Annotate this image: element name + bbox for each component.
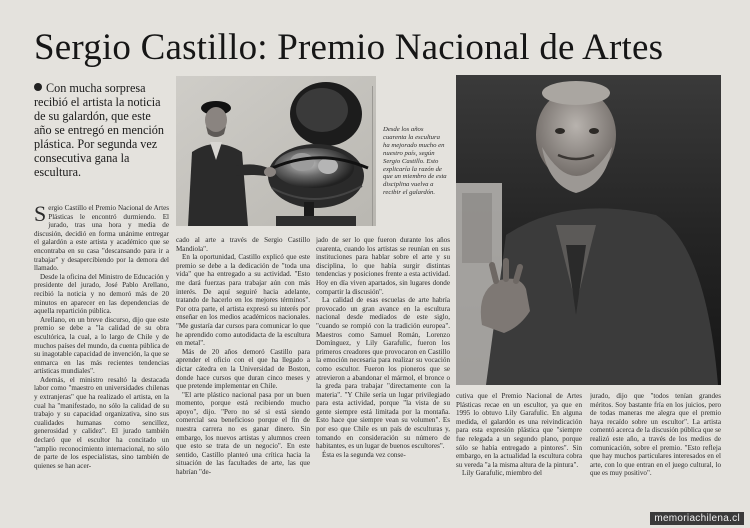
article-column-1 bbox=[34, 204, 169, 520]
column-4-paragraph: cutiva que el Premio Nacional de Artes Plásticas recae en un escultor, ya que en 1995 lo obtuvo Lily Garafulic. En alguna medida, el galardón es una reivindicación para esta expresión plástica que "siempre fue relegada a un segundo plano, porque sólo se había entregado a pintores". Sin embargo, en la actualidad la escultura cobra su vereda "a la misma altura de la pintura". bbox=[456, 392, 582, 469]
photo-sculptor-with-sculpture bbox=[176, 76, 376, 226]
column-3-paragraph: La calidad de esas escuelas de arte habría provocado un gran avance en la escultura nacional desde mediados de este siglo, "cuando se rompió con la tradición europea". Maestros como Samuel Román, Lorenzo Domínguez, y Lily Garafulic, fueron los primeros creadores que provocaron en Castillo la emoción necesaria para realizar su vocación como escultor. Fueron los pioneros que se atrevieron a abandonar el mármol, el bronce o la greda para trabajar "directamente con la materia". "Y Chile sería un lugar privilegiado para esta actividad, porque "la vista de su gente siempre está limitada por la montaña. Esto hace que siempre vean su volumen". Es por eso que Chile es un país de esculturas y, tomando en consideración su número de habitantes, es un lugar de buenos escultores". bbox=[316, 296, 450, 451]
column-1-paragraph: Además, el ministro resaltó la destacada labor como "maestro en universidades chilenas y extranjeras" que ha realizado el artista, en la cual ha "manifestado, no sólo la calidad de su trabajo y su capacidad organizativa, sino sus cualidades humanas como sencillez, generosidad y calidez". El jurado también declaró que el escultor ha concitado un "amplio reconocimiento internacional, no sólo de parte de los especialistas, sino también de quienes se han acer- bbox=[34, 375, 169, 470]
source-watermark[interactable]: memoriachilena.cl bbox=[650, 512, 744, 525]
article-column-3 bbox=[316, 236, 450, 520]
column-divider bbox=[372, 86, 373, 226]
column-1-paragraph: ergio Castillo el Premio Nacional de Artes Plásticas le encontró durmiendo. El jurado, tras una hora y media de discusión, decidió en forma unánime entregar el galardón a este artista y académico que se encontraba en su casa "descansando para ir a trabajar" y desapercibiendo por la demora del llamado. bbox=[34, 204, 169, 273]
sculpture-photo-graphic bbox=[176, 76, 376, 226]
column-1-paragraph: Desde la oficina del Ministro de Educación y presidente del jurado, José Pablo Arellano, recibió la noticia y no demoró más de 20 minutos en aparecer en las dependencias de aquella repartición pública. bbox=[34, 272, 169, 316]
article-headline: Sergio Castillo: Premio Nacional de Artes bbox=[34, 27, 664, 68]
column-2-paragraph: "El arte plástico nacional pasa por un buen momento, porque está recibiendo mucho apoyo", dijo. "Pero no sé si está siendo comercial sea beneficioso porque el fin de nuestra carrera no es ganar dinero. Sin embargo, los nuevos artistas y alumnos creen que esto se trata de un negocio". En este sentido, Castillo planteó una crítica hacia la situación de las facultades de arte, las que habrían "de- bbox=[176, 390, 310, 477]
article-lead-text: Con mucha sorpresa recibió el artista la noticia de su galardón, que este año se entregó en mención plástica. Por segunda vez consecutiva gana la escultura. bbox=[34, 81, 164, 179]
portrait-photo-graphic bbox=[456, 75, 721, 385]
column-4-paragraph: Lily Garafulic, miembro del bbox=[462, 469, 542, 478]
article-column-2 bbox=[176, 236, 310, 520]
column-2-paragraph: Más de 20 años demoró Castillo para aprender el oficio con el que ha llegado a dictar cátedra en la Universidad de Boston, donde hace cursos que duran cinco meses y que pretende implementar en Chile. bbox=[176, 347, 310, 391]
article-column-4 bbox=[456, 392, 582, 520]
bullet-icon bbox=[34, 83, 42, 91]
photo-caption: Desde los años cuarenta la escultura ha mejorado mucho en nuestro país, según Sergio Castillo. Esto explicaría la razón de que un miembro de esta disciplina vuelva a recibir el galardón. bbox=[383, 126, 447, 197]
column-3-paragraph: jado de ser lo que fueron durante los años cuarenta, cuando los artistas se reunían en sus instituciones para hablar sobre el arte y su disciplina, lo que había surgir distintas tendencias y posiciones frente a esta actividad. Hoy en día viven apartados, sin lugares donde compartir la discusión". bbox=[316, 236, 450, 296]
article-column-5 bbox=[590, 392, 721, 504]
column-2-paragraph: En la oportunidad, Castillo explicó que este premio se debe a la dedicación de "toda una vida" que ha entregado a su actividad. "Esto me dará fuerzas para trabajar aún con más interés. De aquí seguiré hacia adelante, tratando de hacerlo en los mejores términos". Por otra parte, el artista expresó su interés por enseñar en los medios académicos nacionales. "Me gustaría dar cursos para comunicar lo que he aprendido como autodidacta de la escultura en metal". bbox=[176, 253, 310, 348]
column-5-paragraph: jurado, dijo que "todos tenían grandes méritos. Soy bastante fría en los juicios, pero de todas maneras me alegra que el premio haya recaído sobre un escultor". La artista comentó acerca de la discusión pública que se realizó este año, a través de los medios de comunicación, sobre el premio. "Esto refleja que hay muchos particulares interesados en el arte, con lo que entran en el juego cultural, lo que es muy positivo". bbox=[590, 392, 721, 478]
article-lead bbox=[34, 81, 169, 179]
drop-cap: S bbox=[34, 204, 47, 226]
column-2-paragraph: cado al arte a través de Sergio Castillo Mandiola". bbox=[176, 236, 310, 253]
photo-portrait-castillo bbox=[456, 75, 721, 385]
column-1-paragraph: Arellano, en un breve discurso, dijo que este premio se debe a "la calidad de su obra escultórica, la cual, a lo largo de Chile y de muchos países del mundo, da cuenta pública de su inagotable capacidad de invención, la que se enmarca en las más recientes tendencias artísticas mundiales". bbox=[34, 315, 169, 376]
column-3-paragraph: Ésta es la segunda vez conse- bbox=[322, 450, 406, 459]
